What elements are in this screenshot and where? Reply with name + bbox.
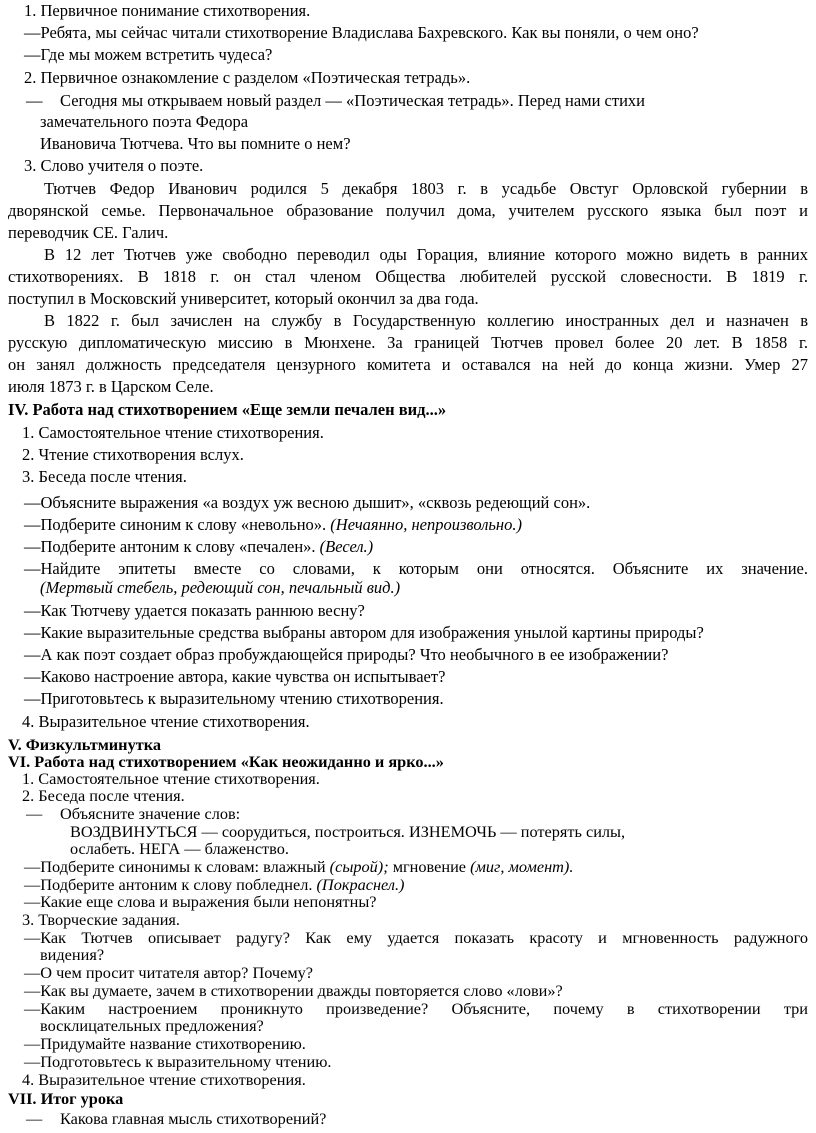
definition-line: ослабеть. НЕГА — блаженство. [70,839,289,858]
section-heading: VII. Итог урока [8,1089,124,1108]
answer-text: (сырой); [329,857,389,876]
paragraph-line: июля 1873 г. в Царском Селе. [8,377,214,396]
question-line [24,536,373,558]
paragraph-line: В 1822 г. был зачислен на службу в Государственную коллегию иностранных дел и назначен в [44,311,808,330]
paragraph-line: Тютчев Федор Иванович родился 5 декабря 1803 г. в усадьбе Овстуг Орловской губернии в [44,179,808,198]
question-line: замечательного поэта Федора [40,112,249,131]
dash-marker: — [26,1109,43,1128]
question-text: —Подберите антоним к слову побледнел. [24,875,313,894]
question-text: мгновение [392,857,467,876]
question-line: —Придумайте название стихотворению. [24,1034,306,1053]
section-heading: IV. Работа над стихотворением «Еще земли печален вид...» [8,400,447,419]
list-item: 3. Творческие задания. [22,910,180,929]
question-line: —Подготовьтесь к выразительному чтению. [24,1052,332,1071]
question-line: —Найдите эпитеты вместе со словами, к которым они относятся. Объясните их значение. [24,559,808,578]
paragraph-line: он занял должность председателя цензурного комитета и оставался на ней до конца жизни. Умер 27 [8,355,808,374]
dash-marker: — [26,804,43,823]
answer-text: (Нечаянно, непроизвольно.) [330,515,522,534]
section-heading: V. Физкультминутка [8,735,161,754]
question-text: —Подберите антоним к слову «печален». [24,537,316,556]
paragraph-line: дворянской семье. Первоначальное образование получил дома, учителем русского языка был поэт и [8,201,808,220]
paragraph-line: переводчик СЕ. Галич. [8,223,169,242]
paragraph-line: В 12 лет Тютчев уже свободно переводил оды Горация, влияние которого можно видеть в ранних [44,245,808,264]
list-item: 1. Самостоятельное чтение стихотворения. [22,769,320,788]
list-item: 2. Беседа после чтения. [22,786,185,805]
question-line: Сегодня мы открываем новый раздел — «Поэтическая тетрадь». Перед нами стихи [60,91,645,110]
paragraph-line: русскую дипломатическую миссию в Мюнхене. За границей Тютчев провел более 20 лет. В 1858 г. [8,333,808,352]
question-text: —Подберите синоним к слову «невольно». [24,515,327,534]
question-line: —Приготовьтесь к выразительному чтению стихотворения. [24,689,444,708]
definition-line: ВОЗДВИНУТЬСЯ — соорудиться, построиться. ИЗНЕМОЧЬ — потерять силы, [70,822,626,841]
question-line [24,514,522,536]
question-line: —О чем просит читателя автор? Почему? [24,963,314,982]
list-item: 1. Первичное понимание стихотворения. [24,1,311,20]
question-line: —Как Тютчеву удается показать раннюю весну? [24,601,365,620]
answer-text: (Мертвый стебель, редеющий сон, печальный вид.) [40,578,401,597]
question-line: —Как вы думаете, зачем в стихотворении дважды повторяется слово «лови»? [24,981,563,1000]
list-item: 4. Выразительное чтение стихотворения. [22,1070,306,1089]
question-line: —Где мы можем встретить чудеса? [24,45,273,64]
list-item: 3. Беседа после чтения. [22,467,187,486]
dash-marker: — [26,91,43,110]
answer-text: (Весел.) [319,537,374,556]
paragraph-line: поступил в Московский университет, который окончил за два года. [8,289,479,308]
question-line [24,876,404,894]
section-heading: VI. Работа над стихотворением «Как неожиданно и ярко...» [8,752,444,771]
question-text: —Подберите синонимы к словам: влажный [24,857,326,876]
question-line: —А как поэт создает образ пробуждающейся природы? Что необычного в ее изображении? [24,645,669,664]
list-item: 4. Выразительное чтение стихотворения. [22,712,310,731]
list-item: 1. Самостоятельное чтение стихотворения. [22,423,324,442]
question-line: Ивановича Тютчева. Что вы помните о нем? [40,134,351,153]
list-item: 2. Первичное ознакомление с разделом «Поэтическая тетрадь». [24,68,471,87]
question-line: —Ребята, мы сейчас читали стихотворение Владислава Бахревского. Как вы поняли, о чем оно? [24,23,699,42]
question-line: Объясните значение слов: [60,804,241,823]
question-line: —Каким настроением проникнуто произведение? Объясните, почему в стихотворении три [24,999,808,1018]
paragraph-line: стихотворениях. В 1818 г. он стал членом Общества любителей русской словесности. В 1819 г. [8,267,808,286]
question-line: —Какие выразительные средства выбраны автором для изображения унылой картины природы? [24,623,704,642]
list-item: 2. Чтение стихотворения вслух. [22,445,244,464]
question-line: —Как Тютчев описывает радугу? Как ему удается показать красоту и мгновенность радужного [24,928,808,947]
question-line: видения? [40,945,105,964]
question-line: —Какие еще слова и выражения были непонятны? [24,892,377,911]
question-line: —Каково настроение автора, какие чувства он испытывает? [24,667,446,686]
question-line: восклицательных предложения? [40,1016,264,1035]
answer-text: (Покраснел.) [316,875,405,894]
question-line: Какова главная мысль стихотворений? [60,1109,327,1128]
answer-text: (миг, момент). [470,857,574,876]
list-item: 3. Слово учителя о поэте. [24,156,204,175]
question-line: —Объясните выражения «а воздух уж весною дышит», «сквозь редеющий сон». [24,493,591,512]
question-line [24,858,573,876]
